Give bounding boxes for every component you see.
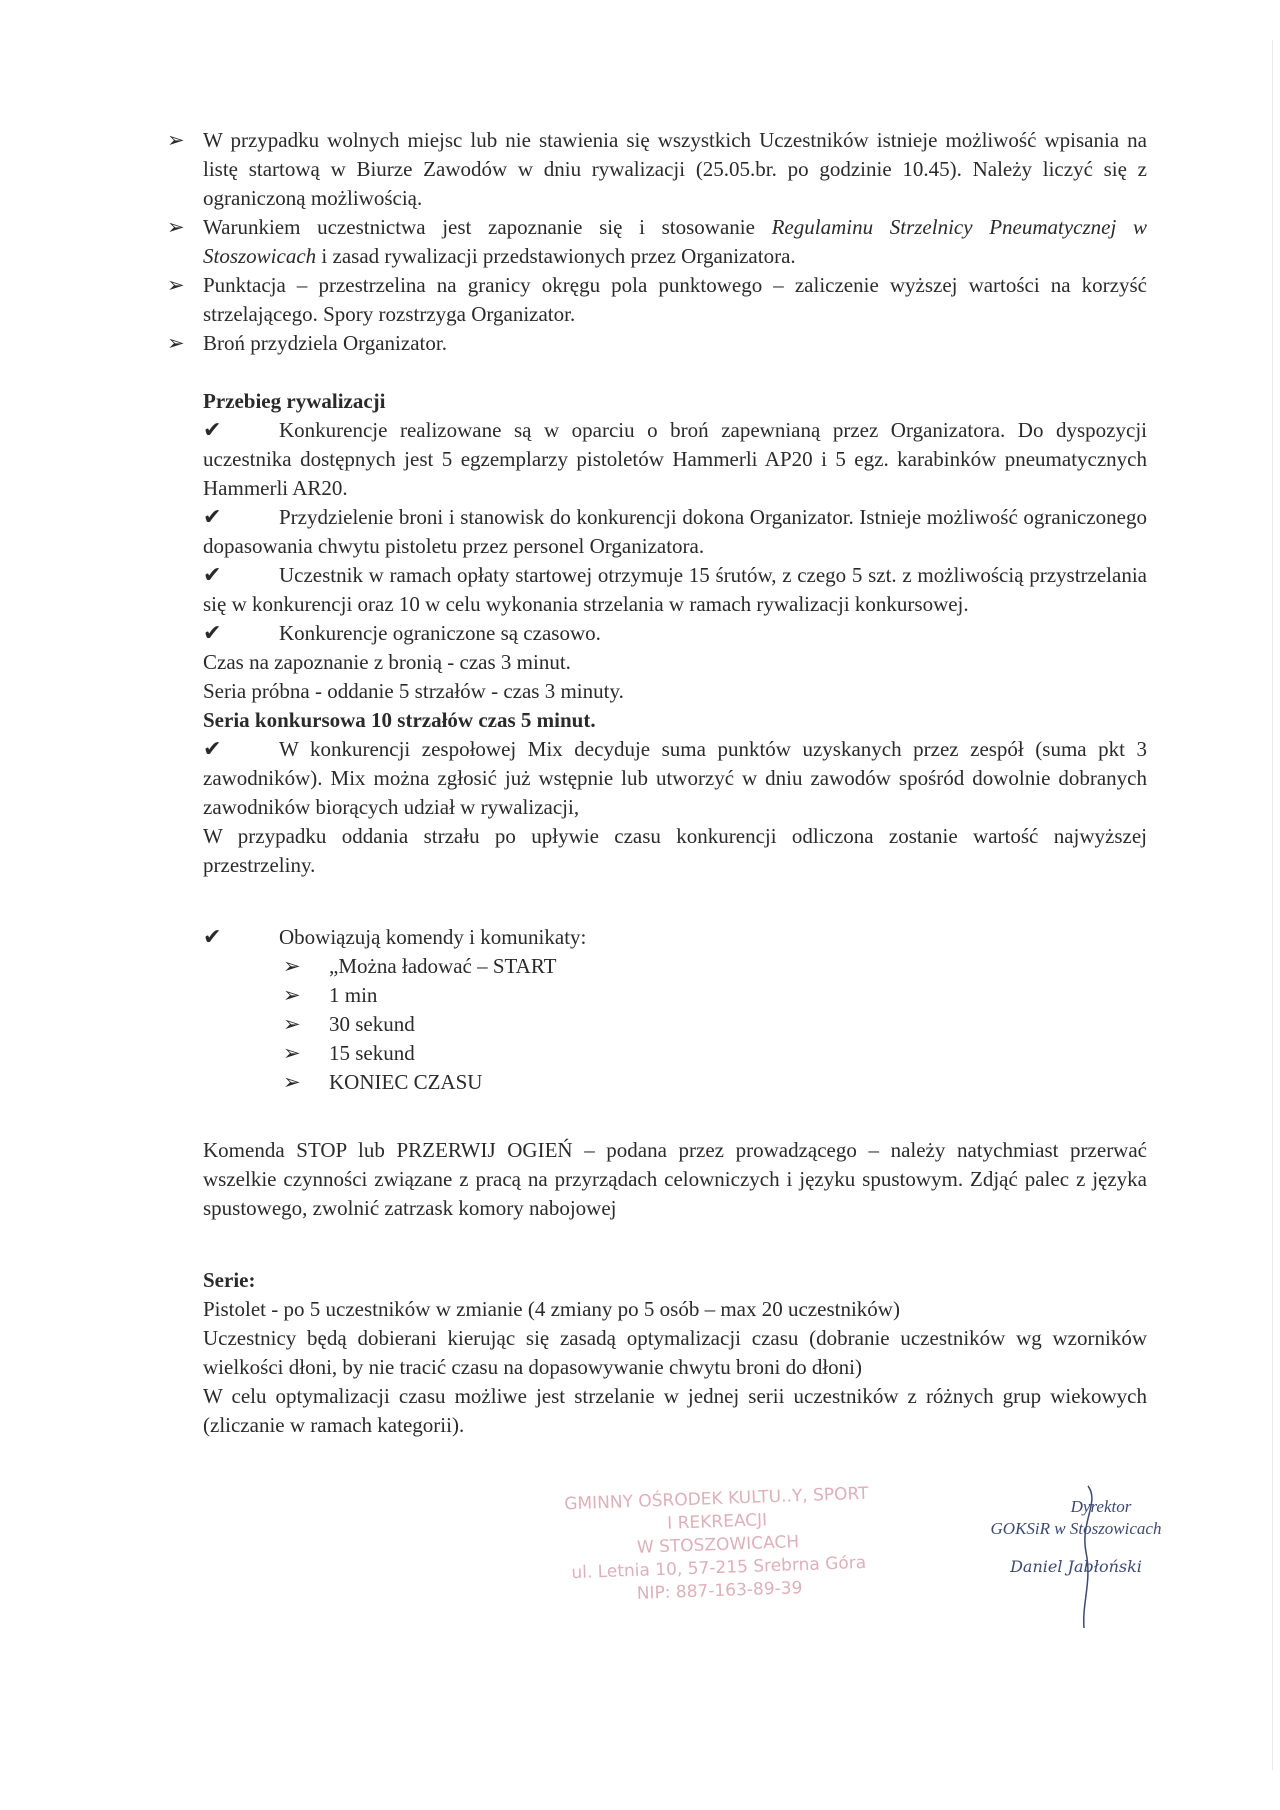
document-body — [167, 126, 1147, 1440]
arrow-bullet-icon: ➢ — [167, 331, 185, 355]
serie-heading: Serie: — [203, 1268, 256, 1292]
command-text: 30 sekund — [329, 1012, 415, 1036]
time-line-trial: Seria próbna - oddanie 5 strzałów - czas 3 minuty. — [203, 679, 624, 703]
commands-list — [203, 952, 1147, 1097]
paragraph-stop-command: Komenda STOP lub PRZERWIJ OGIEŃ – podana przez prowadzącego – należy natychmiast przerwać wszelkie czynności związane z pracą na przyrządach celowniczych i języku spustowym. Zdjąć palec z języka spustowego, zwolnić zatrzask komory nabojowej — [203, 1138, 1147, 1220]
time-line-familiarization: Czas na zapoznanie z bronią - czas 3 minut. — [203, 650, 571, 674]
signature-title: Dyrektor — [1070, 1497, 1132, 1516]
arrow-bullet-icon: ➢ — [283, 1070, 301, 1094]
signature-institution: GOKSiR w Stoszowicach — [990, 1519, 1162, 1538]
paragraph-text: Konkurencje realizowane są w oparciu o broń zapewnianą przez Organizatora. Do dyspozycji uczestnika dostępnych jest 5 egzemplarzy pistoletów Hammerli AP20 i 5 egz. karabinków pneumatycznych Hammerli AR20. — [203, 418, 1147, 500]
time-line-competition: Seria konkursowa 10 strzałów czas 5 minut. — [203, 708, 596, 732]
check-icon: ✔ — [203, 621, 222, 646]
conditions-text-after: i zasad rywalizacji przedstawionych przez Organizatora. — [316, 244, 796, 268]
check-icon: ✔ — [203, 925, 222, 950]
serie-line-optimization: W celu optymalizacji czasu możliwe jest strzelanie w jednej serii uczestników z różnych grup wiekowych (zliczanie w ramach kategorii). — [203, 1384, 1147, 1437]
arrow-bullet-icon: ➢ — [283, 983, 301, 1007]
arrow-bullet-icon: ➢ — [167, 273, 185, 297]
check-icon: ✔ — [203, 505, 222, 530]
regulations-title: Regulaminu Strzelnicy Pneumatycznej w Stoszowicach — [203, 215, 1147, 268]
paragraph-assignment — [203, 503, 1147, 561]
przebieg-section — [167, 387, 1147, 1440]
paragraph-late-shot: W przypadku oddania strzału po upływie czasu konkurencji odliczona zostanie wartość najwyższej przestrzeliny. — [203, 824, 1147, 877]
stamp-line: NIP: 887-163-89-39 — [636, 1578, 803, 1604]
bullet-scoring — [167, 271, 1147, 329]
paragraph-text: Obowiązują komendy i komunikaty: — [279, 925, 587, 949]
bullet-weapon — [167, 329, 1147, 358]
check-icon: ✔ — [203, 418, 222, 443]
stamp-line: ul. Letnia 10, 57-215 Srebrna Góra — [571, 1552, 867, 1584]
paragraph-text: Przydzielenie broni i stanowisk do konkurencji dokona Organizator. Istnieje możliwość ograniczonego dopasowania chwytu pistoletu przez personel Organizatora. — [203, 505, 1147, 558]
director-signature — [966, 1496, 1186, 1578]
command-text: KONIEC CZASU — [329, 1070, 483, 1094]
bullet-conditions — [167, 213, 1147, 271]
bullet-text: W przypadku wolnych miejsc lub nie stawienia się wszystkich Uczestników istnieje możliwość wpisania na listę startową w Biurze Zawodów w dniu rywalizacji (25.05.br. po godzinie 10.45). Należy liczyć się z ograniczoną możliwością. — [203, 128, 1147, 210]
serie-line-pistol: Pistolet - po 5 uczestników w zmianie (4 zmiany po 5 osób – max 20 uczestników) — [203, 1297, 900, 1321]
command-text: „Można ładować – START — [329, 954, 557, 978]
paragraph-text: Uczestnik w ramach opłaty startowej otrzymuje 15 śrutów, z czego 5 szt. z możliwością przystrzelania się w konkurencji oraz 10 w celu wykonania strzelania w ramach rywalizacji konkursowej. — [203, 563, 1147, 616]
arrow-bullet-icon: ➢ — [167, 128, 185, 152]
arrow-bullet-icon: ➢ — [283, 954, 301, 978]
stamp-line: I REKREACJI — [666, 1510, 768, 1534]
bullet-text: Broń przydziela Organizator. — [203, 331, 447, 355]
serie-line-selection: Uczestnicy będą dobierani kierując się zasadą optymalizacji czasu (dobranie uczestników wg wzorników wielkości dłoni, by nie tracić czasu na dopasowywanie chwytu broni do dłoni) — [203, 1326, 1147, 1379]
arrow-bullet-icon: ➢ — [167, 215, 185, 239]
section-heading: Przebieg rywalizacji — [203, 389, 386, 413]
stamp-line: W STOSZOWICACH — [636, 1532, 800, 1558]
paragraph-pellets — [203, 561, 1147, 619]
command-text: 1 min — [329, 983, 378, 1007]
commands-intro — [203, 923, 1147, 952]
command-item — [283, 1010, 1147, 1039]
command-item — [283, 981, 1147, 1010]
institution-stamp — [546, 1482, 890, 1609]
bullet-free-places — [167, 126, 1147, 213]
paragraph-text: Konkurencje ograniczone są czasowo. — [279, 621, 601, 645]
command-item — [283, 952, 1147, 981]
command-item — [283, 1039, 1147, 1068]
arrow-bullet-icon: ➢ — [283, 1012, 301, 1036]
bullet-text: Punktacja – przestrzelina na granicy okręgu pola punktowego – zaliczenie wyższej wartości na korzyść strzelającego. Spory rozstrzyga Organizator. — [203, 273, 1147, 326]
command-text: 15 sekund — [329, 1041, 415, 1065]
check-icon: ✔ — [203, 737, 222, 762]
command-item — [283, 1068, 1147, 1097]
signature-name: Daniel Jabłoński — [1010, 1557, 1142, 1576]
paragraph-weapons — [203, 416, 1147, 503]
stamp-line: GMINNY OŚRODEK KULTU..Y, SPORT — [563, 1483, 869, 1515]
conditions-text-before: Warunkiem uczestnictwa jest zapoznanie się i stosowanie — [203, 215, 772, 239]
check-icon: ✔ — [203, 563, 222, 588]
arrow-bullet-icon: ➢ — [283, 1041, 301, 1065]
paragraph-team-mix — [203, 735, 1147, 822]
paragraph-text: W konkurencji zespołowej Mix decyduje suma punktów uzyskanych przez zespół (suma pkt 3 zawodników). Mix można zgłosić już wstępnie lub utworzyć w dniu zawodów spośród dowolnie dobranych zawodników biorących udział w rywalizacji, — [203, 737, 1147, 819]
page-edge-line — [1272, 40, 1273, 1770]
paragraph-time-limit — [203, 619, 1147, 648]
